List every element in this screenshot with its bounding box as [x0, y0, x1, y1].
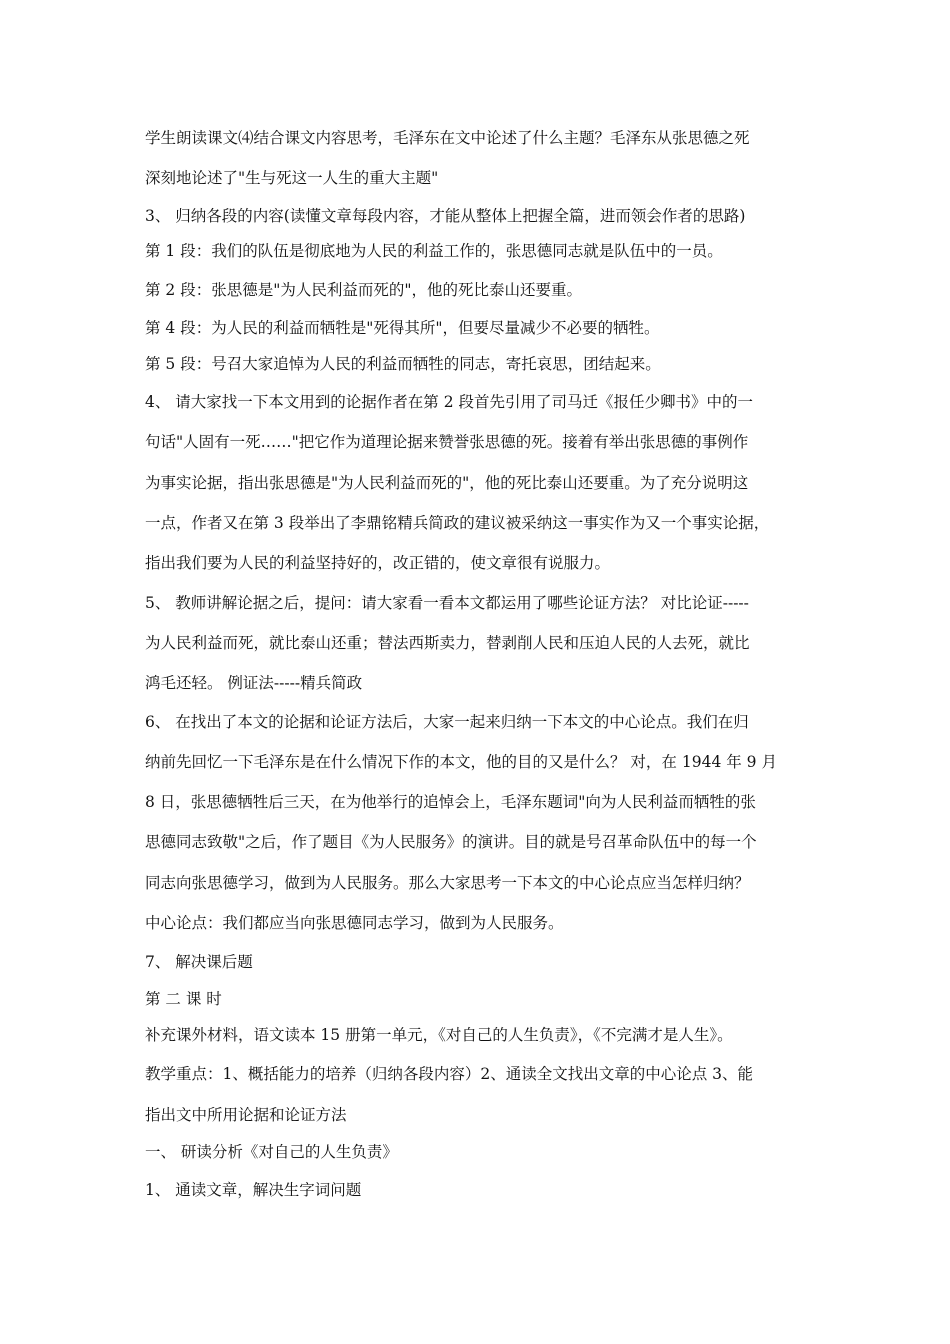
text-line: 第 4 段：为人民的利益而牺牲是"死得其所"，但要尽量减少不必要的牺牲。 [145, 319, 660, 337]
text-line: 一、 研读分析《对自己的人生负责》 [145, 1143, 398, 1161]
text-line: 8 日，张思德牺牲后三天，在为他举行的追悼会上，毛泽东题词"向为人民利益而牺牲的张 [145, 793, 756, 811]
text-line: 第 2 段：张思德是"为人民利益而死的"，他的死比泰山还要重。 [145, 281, 582, 299]
text-line: 同志向张思德学习，做到为人民服务。那么大家思考一下本文的中心论点应当怎样归纳？ [145, 874, 750, 892]
text-line: 4、 请大家找一下本文用到的论据作者在第 2 段首先引用了司马迁《报任少卿书》中的一 [145, 393, 754, 411]
text-line: 深刻地论述了"生与死这一人生的重大主题" [145, 169, 439, 187]
text-line: 为人民利益而死，就比泰山还重；替法西斯卖力，替剥削人民和压迫人民的人去死，就比 [145, 634, 750, 652]
text-line: 第 1 段：我们的队伍是彻底地为人民的利益工作的，张思德同志就是队伍中的一员。 [145, 242, 723, 260]
text-line: 7、 解决课后题 [145, 953, 253, 971]
text-line: 指出文中所用论据和论证方法 [145, 1106, 347, 1124]
text-line: 句话"人固有一死……"把它作为道理论据来赞誉张思德的死。接着有举出张思德的事例作 [145, 433, 749, 451]
text-line: 思德同志致敬"之后，作了题目《为人民服务》的演讲。目的就是号召革命队伍中的每一个 [145, 833, 757, 851]
text-line: 教学重点：1、概括能力的培养（归纳各段内容）2、通读全文找出文章的中心论点 3、能 [145, 1065, 754, 1083]
text-line: 补充课外材料，语文读本 15 册第一单元，《对自己的人生负责》，《不完满才是人生》。 [145, 1026, 733, 1044]
text-line: 纳前先回忆一下毛泽东是在什么情况下作的本文，他的目的又是什么？ 对，在 1944 年 9 月 [145, 753, 777, 771]
text-line: 3、 归纳各段的内容(读懂文章每段内容，才能从整体上把握全篇，进而领会作者的思路) [145, 207, 746, 225]
text-line: 第 5 段：号召大家追悼为人民的利益而牺牲的同志，寄托哀思，团结起来。 [145, 355, 661, 373]
text-line: 第 二 课 时 [145, 990, 222, 1008]
text-line: 一点，作者又在第 3 段举出了李鼎铭精兵简政的建议被采纳这一事实作为又一个事实论据， [145, 514, 770, 532]
text-line: 指出我们要为人民的利益坚持好的，改正错的，使文章很有说服力。 [145, 554, 611, 572]
text-line: 中心论点：我们都应当向张思德同志学习，做到为人民服务。 [145, 914, 564, 932]
text-line: 1、 通读文章，解决生字词问题 [145, 1181, 362, 1199]
text-line: 鸿毛还轻。 例证法-----精兵简政 [145, 674, 363, 692]
text-line: 为事实论据，指出张思德是"为人民利益而死的"，他的死比泰山还要重。为了充分说明这 [145, 474, 749, 492]
text-line: 学生朗读课文⑷结合课文内容思考，毛泽东在文中论述了什么主题？毛泽东从张思德之死 [145, 129, 750, 147]
text-line: 6、 在找出了本文的论据和论证方法后，大家一起来归纳一下本文的中心论点。我们在归 [145, 713, 749, 731]
text-line: 5、 教师讲解论据之后，提问：请大家看一看本文都运用了哪些论证方法？ 对比论证----- [145, 594, 749, 612]
